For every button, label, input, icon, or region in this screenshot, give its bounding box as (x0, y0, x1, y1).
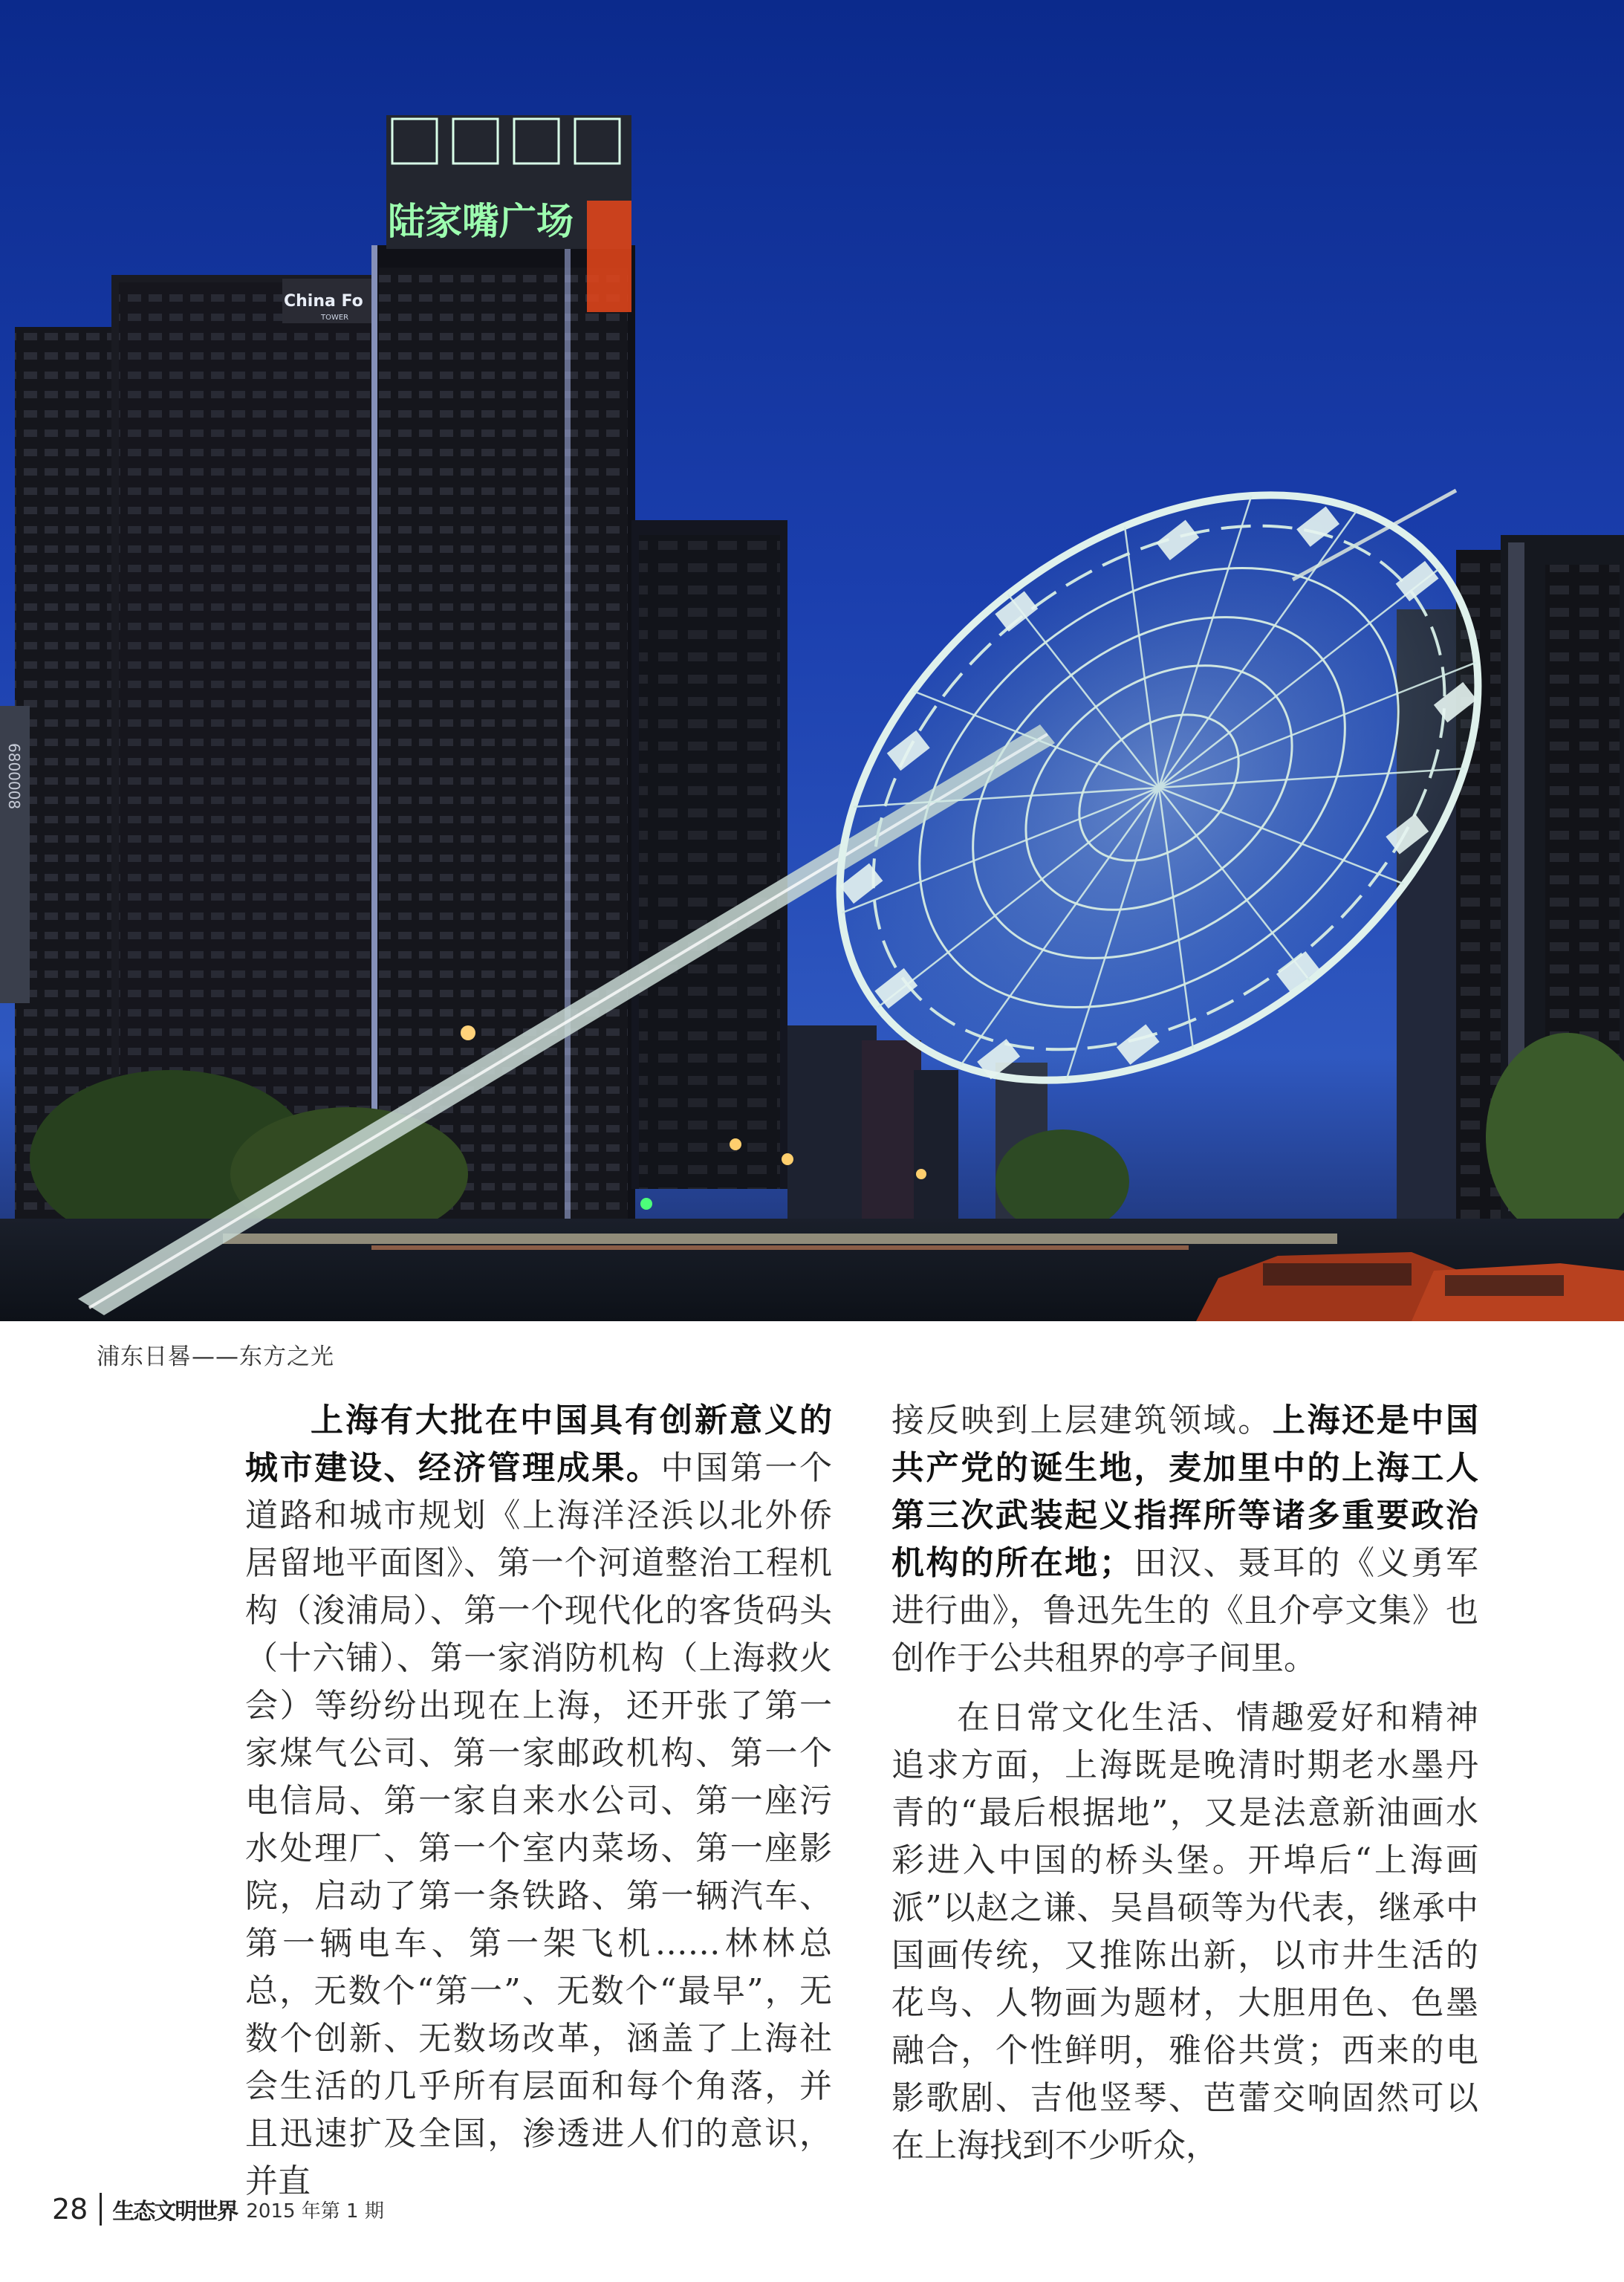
bold-text: 上海还是中国共产党的诞生地，麦加里中的上海工人第三次武装起义指挥所等诸多重要政治机构的所在地； (891, 1401, 1478, 1582)
left-column (245, 1397, 832, 2205)
right-column (891, 1397, 1478, 2170)
issue-label: 2015 年第 1 期 (246, 2200, 384, 2223)
text-run: 田汉、聂耳的《义勇军进行曲》，鲁迅先生的《且介亭文集》也创作于公共租界的亭子间里。 (891, 1544, 1478, 1677)
footer-divider (100, 2193, 102, 2226)
paragraph (245, 1397, 832, 2205)
page-number: 28 (52, 2193, 88, 2226)
tower-logo-sub: TOWER (321, 314, 349, 322)
text-run: 接反映到上层建筑领域。 (891, 1401, 1273, 1439)
page-footer (52, 2191, 384, 2228)
tower-logo: China Fo (284, 292, 363, 311)
paragraph (891, 1694, 1478, 2170)
photo-caption: 浦东日晷——东方之光 (97, 1343, 334, 1370)
magazine-name: 生态文明世界 (112, 2199, 238, 2225)
side-sign: 6800008 (5, 743, 23, 810)
text-run: 在日常文化生活、情趣爱好和精神追求方面，上海既是晚清时期老水墨丹青的“最后根据地”，又是法意新油画水彩进入中国的桥头堡。开埠后“上海画派”以赵之谦、吴昌硕等为代表，继承中国画传统，又推陈出新，以市井生活的花鸟、人物画为题材，大胆用色、色墨融合，个性鲜明，雅俗共赏；西来的电影歌剧、吉他竖琴、芭蕾交响固然可以在上海找到不少听众， (891, 1699, 1478, 2165)
paragraph (891, 1397, 1478, 1682)
text-run: 中国第一个道路和城市规划《上海洋泾浜以北外侨居留地平面图》、第一个河道整治工程机构（浚浦局）、第一个现代化的客货码头（十六铺）、第一家消防机构（上海救火会）等纷纷出现在上海，还开张了第一家煤气公司、第一家邮政机构、第一个电信局、第一家自来水公司、第一座污水处理厂、第一个室内菜场、第一座影院，启动了第一条铁路、第一辆汽车、第一辆电车、第一架飞机……林林总总，无数个“第一”、无数个“最早”，无数个创新、无数场改革，涵盖了上海社会生活的几乎所有层面和每个角落，并且迅速扩及全国，渗透进人们的意识，并直 (245, 1449, 832, 2200)
bold-text: 上海有大批在中国具有创新意义的城市建设、经济管理成果。 (245, 1401, 832, 1487)
tower-sign: 陆家嘴广场 (388, 200, 574, 243)
